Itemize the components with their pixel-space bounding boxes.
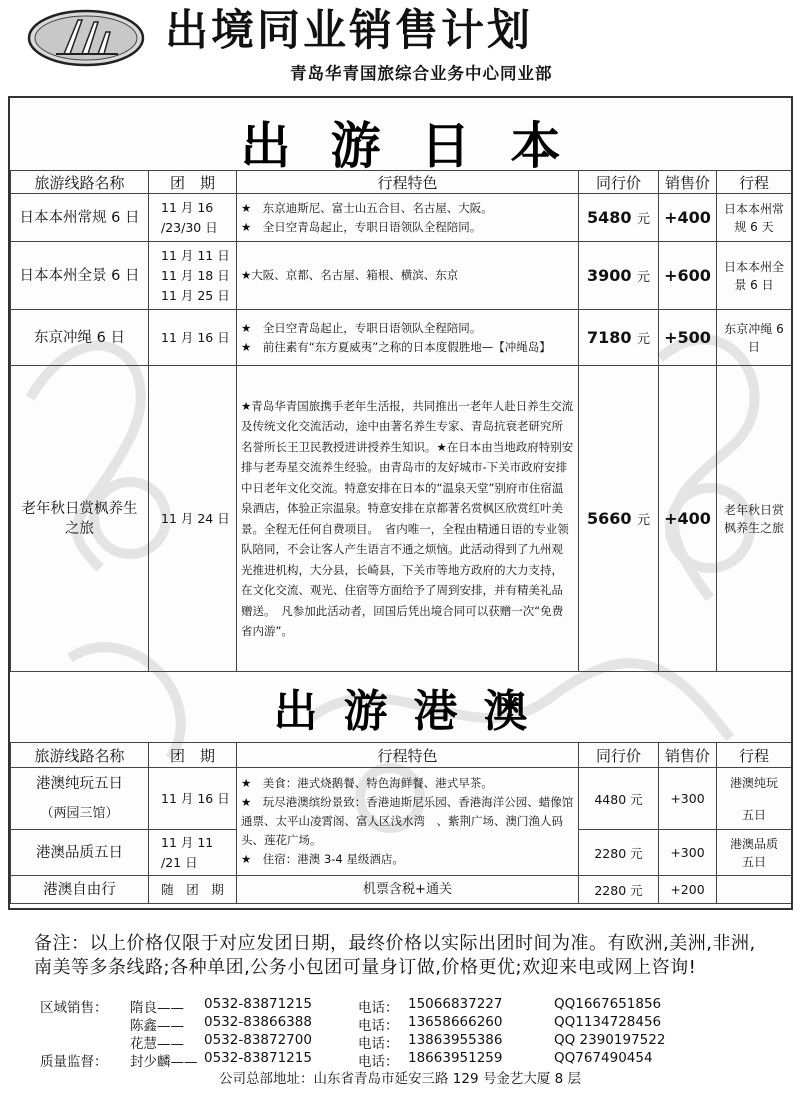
- departure-dates: [149, 768, 237, 830]
- feature-line: ★大阪、京都、名古屋、箱根、横滨、东京: [241, 268, 459, 282]
- contact-name: 隋良——: [130, 1000, 184, 1016]
- page-subtitle: 青岛华青国旅综合业务中心同业部: [290, 64, 553, 83]
- itinerary: [717, 768, 792, 830]
- peer-price: 4480 元: [579, 768, 659, 830]
- contact-tel: 0532-83866388: [204, 1014, 312, 1030]
- hkmacao-section-title: 出游港澳: [273, 686, 554, 737]
- feature-line: ★ 全日空青岛起止，专职日语领队全程陪同。: [241, 320, 482, 335]
- header-itinerary: 行程: [717, 171, 792, 194]
- header-peer-price: 同行价: [579, 743, 659, 768]
- features: [237, 366, 579, 672]
- price-value: 7180: [586, 328, 632, 347]
- price-unit: 元: [637, 332, 651, 347]
- table-row: [11, 310, 792, 366]
- header-route: 旅游线路名称: [11, 743, 149, 768]
- japan-table: [10, 170, 792, 672]
- route-name: 老年秋日赏枫养生之旅: [11, 366, 149, 672]
- company-logo: [26, 8, 146, 68]
- feature-line: ★青岛华青国旅携手老年生活报，共同推出一老年人赴日养生交流及传统文化交流活动，途中由著名养生专家、青岛抗衰老研究所名誉所长王卫民教授进讲授养生知识。★在日本由当地政府特别安排与老寿星交流养生经验。由青岛市的友好城市-下关市政府安排中日老年文化交流。特意安排在日本的“温泉天堂”别府市住宿温泉酒店，体验正宗温泉。特意安排在京都著名赏枫区欣赏红叶美景。全程无任何自费项目。 省内唯一，全程由精通日语的专业领队陪同，不会让客人产生语言不通之烦恼。此活动得到了九州观光推进机构，大分县，长崎县，下关市等地方政府的大力支持，在文化交流、观光、住宿等方面给予了周到安排，并有精美礼品赠送。 凡参加此活动者，回国后凭出境合同可以获赠一次“免费省内游”。: [241, 398, 574, 638]
- features: [237, 768, 579, 876]
- header-features: 行程特色: [237, 743, 579, 768]
- table-row: [11, 194, 792, 242]
- date-line: 11 月 11 日: [161, 247, 230, 263]
- table-header-row: [11, 171, 792, 194]
- date-line: 11 月 24 日: [161, 510, 230, 526]
- price-unit: 元: [637, 270, 651, 285]
- header-features: 行程特色: [237, 171, 579, 194]
- contact-qq: QQ767490454: [554, 1050, 653, 1066]
- features: [237, 242, 579, 310]
- departure-dates: 随 团 期: [149, 876, 237, 904]
- itinerary-line: 港澳品质: [729, 836, 778, 851]
- contact-row: [40, 1050, 760, 1068]
- peer-price: [579, 366, 659, 672]
- route-line: 港澳纯玩五日: [36, 775, 123, 792]
- feature-line: ★ 前往素有“东方夏威夷”之称的日本度假胜地—【冲绳岛】: [241, 339, 551, 354]
- contact-row: [40, 1032, 760, 1050]
- departure-dates: [149, 242, 237, 310]
- sale-markup: +200: [659, 876, 717, 904]
- contact-mobile-label: 电话：: [358, 1000, 399, 1016]
- table-header-row: [11, 743, 792, 768]
- feature-line: ★ 全日空青岛起止，专职日语领队全程陪同。: [241, 219, 482, 234]
- table-row: [11, 768, 792, 830]
- itinerary: 日本本州常规 6 天: [717, 194, 792, 242]
- page-title: 出境同业销售计划: [165, 6, 533, 56]
- features: [237, 310, 579, 366]
- price-value: 5480: [586, 208, 632, 227]
- hkmacao-table: [10, 742, 792, 904]
- table-row: [11, 366, 792, 672]
- route-name: 港澳品质五日: [11, 830, 149, 876]
- contact-row: [40, 996, 760, 1014]
- price-value: 3900: [586, 266, 632, 285]
- date-line: 11 月 25 日: [161, 287, 230, 303]
- sale-markup: +600: [659, 242, 717, 310]
- contact-mobile: 18663951259: [408, 1050, 503, 1066]
- departure-dates: [149, 366, 237, 672]
- itinerary: 东京冲绳 6 日: [717, 310, 792, 366]
- contact-qq: QQ1667651856: [554, 996, 662, 1012]
- features: [237, 194, 579, 242]
- contact-qq: QQ1134728456: [554, 1014, 662, 1030]
- feature-line: ★ 玩尽港澳缤纷景致：香港迪斯尼乐园、香港海洋公园、蜡像馆通票、太平山凌霄阁、富人区浅水湾 、紫荆广场、澳门渔人码头、莲花广场。: [241, 795, 574, 847]
- peer-price: [579, 310, 659, 366]
- contact-role: 质量监督：: [40, 1054, 108, 1070]
- table-row: [11, 242, 792, 310]
- remark-text: 备注：以上价格仅限于对应发团日期，最终价格以实际出团时间为准。有欧洲,美洲,非洲,南美等多条线路;各种单团,公务小包团可量身订做,价格更优;欢迎来电或网上咨询!: [34, 933, 756, 978]
- price-unit: 元: [637, 513, 651, 528]
- date-line: 11 月 11: [161, 834, 214, 850]
- features: 机票含税+通关: [237, 876, 579, 904]
- company-address: 公司总部地址：山东省青岛市延安三路 129 号金艺大厦 8 层: [218, 1071, 582, 1087]
- contact-row: [40, 1014, 760, 1032]
- sale-markup: +500: [659, 310, 717, 366]
- contact-name: 封少麟——: [130, 1054, 198, 1070]
- contact-mobile-label: 电话：: [358, 1054, 399, 1070]
- departure-dates: [149, 194, 237, 242]
- contact-mobile: 15066837227: [408, 996, 503, 1012]
- itinerary: 日本本州全景 6 日: [717, 242, 792, 310]
- japan-section-title: 出游日本: [240, 116, 601, 175]
- date-line: /21 日: [161, 854, 198, 870]
- route-name: 东京冲绳 6 日: [11, 310, 149, 366]
- itinerary: [717, 830, 792, 876]
- feature-line: ★ 东京迪斯尼、富士山五合目、名古屋、大阪。: [241, 200, 493, 215]
- sale-markup: +300: [659, 830, 717, 876]
- header-sale-price: 销售价: [659, 171, 717, 194]
- table-row: [11, 876, 792, 904]
- sale-markup: +400: [659, 366, 717, 672]
- feature-line: ★ 住宿：港澳 3-4 星级酒店。: [241, 852, 404, 866]
- header-peer-price: 同行价: [579, 171, 659, 194]
- itinerary: 老年秋日赏枫养生之旅: [717, 366, 792, 672]
- contact-list: [40, 996, 760, 1068]
- peer-price: [579, 242, 659, 310]
- contact-tel: 0532-83871215: [204, 996, 312, 1012]
- contact-mobile: 13658666260: [408, 1014, 503, 1030]
- header-dates: 团 期: [149, 743, 237, 768]
- price-unit: 元: [637, 212, 651, 227]
- date-line: 11 月 16: [161, 199, 214, 215]
- itinerary-line: 五日: [741, 807, 766, 822]
- date-line: /23/30 日: [161, 219, 218, 235]
- sale-markup: +300: [659, 768, 717, 830]
- route-name: 日本本州常规 6 日: [11, 194, 149, 242]
- header-itinerary: 行程: [717, 743, 792, 768]
- contact-name: 陈鑫——: [130, 1018, 184, 1034]
- route-note: （两园三馆）: [40, 805, 119, 821]
- contact-tel: 0532-83872700: [204, 1032, 312, 1048]
- departure-dates: [149, 310, 237, 366]
- route-name: [11, 768, 149, 830]
- itinerary-line: 港澳纯玩: [729, 775, 778, 790]
- contact-tel: 0532-83871215: [204, 1050, 312, 1066]
- price-value: 5660: [586, 509, 632, 528]
- itinerary: [717, 876, 792, 904]
- feature-line: ★ 美食：港式烧鹅餐、特色海鲜餐、港式早茶。: [241, 776, 493, 790]
- date-line: 11 月 16 日: [161, 329, 230, 345]
- sale-markup: +400: [659, 194, 717, 242]
- date-line: 11 月 18 日: [161, 267, 230, 283]
- peer-price: 2280 元: [579, 830, 659, 876]
- header-sale-price: 销售价: [659, 743, 717, 768]
- route-name: 港澳自由行: [11, 876, 149, 904]
- contact-mobile-label: 电话：: [358, 1018, 399, 1034]
- itinerary-line: 五日: [741, 854, 766, 869]
- header-dates: 团 期: [149, 171, 237, 194]
- price-sheet: [8, 96, 793, 910]
- contact-mobile: 13863955386: [408, 1032, 503, 1048]
- contact-name: 花慧——: [130, 1036, 184, 1052]
- contact-mobile-label: 电话：: [358, 1036, 399, 1052]
- contact-qq: QQ 2390197522: [554, 1032, 666, 1048]
- peer-price: 2280 元: [579, 876, 659, 904]
- departure-dates: [149, 830, 237, 876]
- contact-role: 区域销售：: [40, 1000, 108, 1016]
- route-name: 日本本州全景 6 日: [11, 242, 149, 310]
- date-line: 11 月 16 日: [161, 790, 230, 806]
- header-route: 旅游线路名称: [11, 171, 149, 194]
- peer-price: [579, 194, 659, 242]
